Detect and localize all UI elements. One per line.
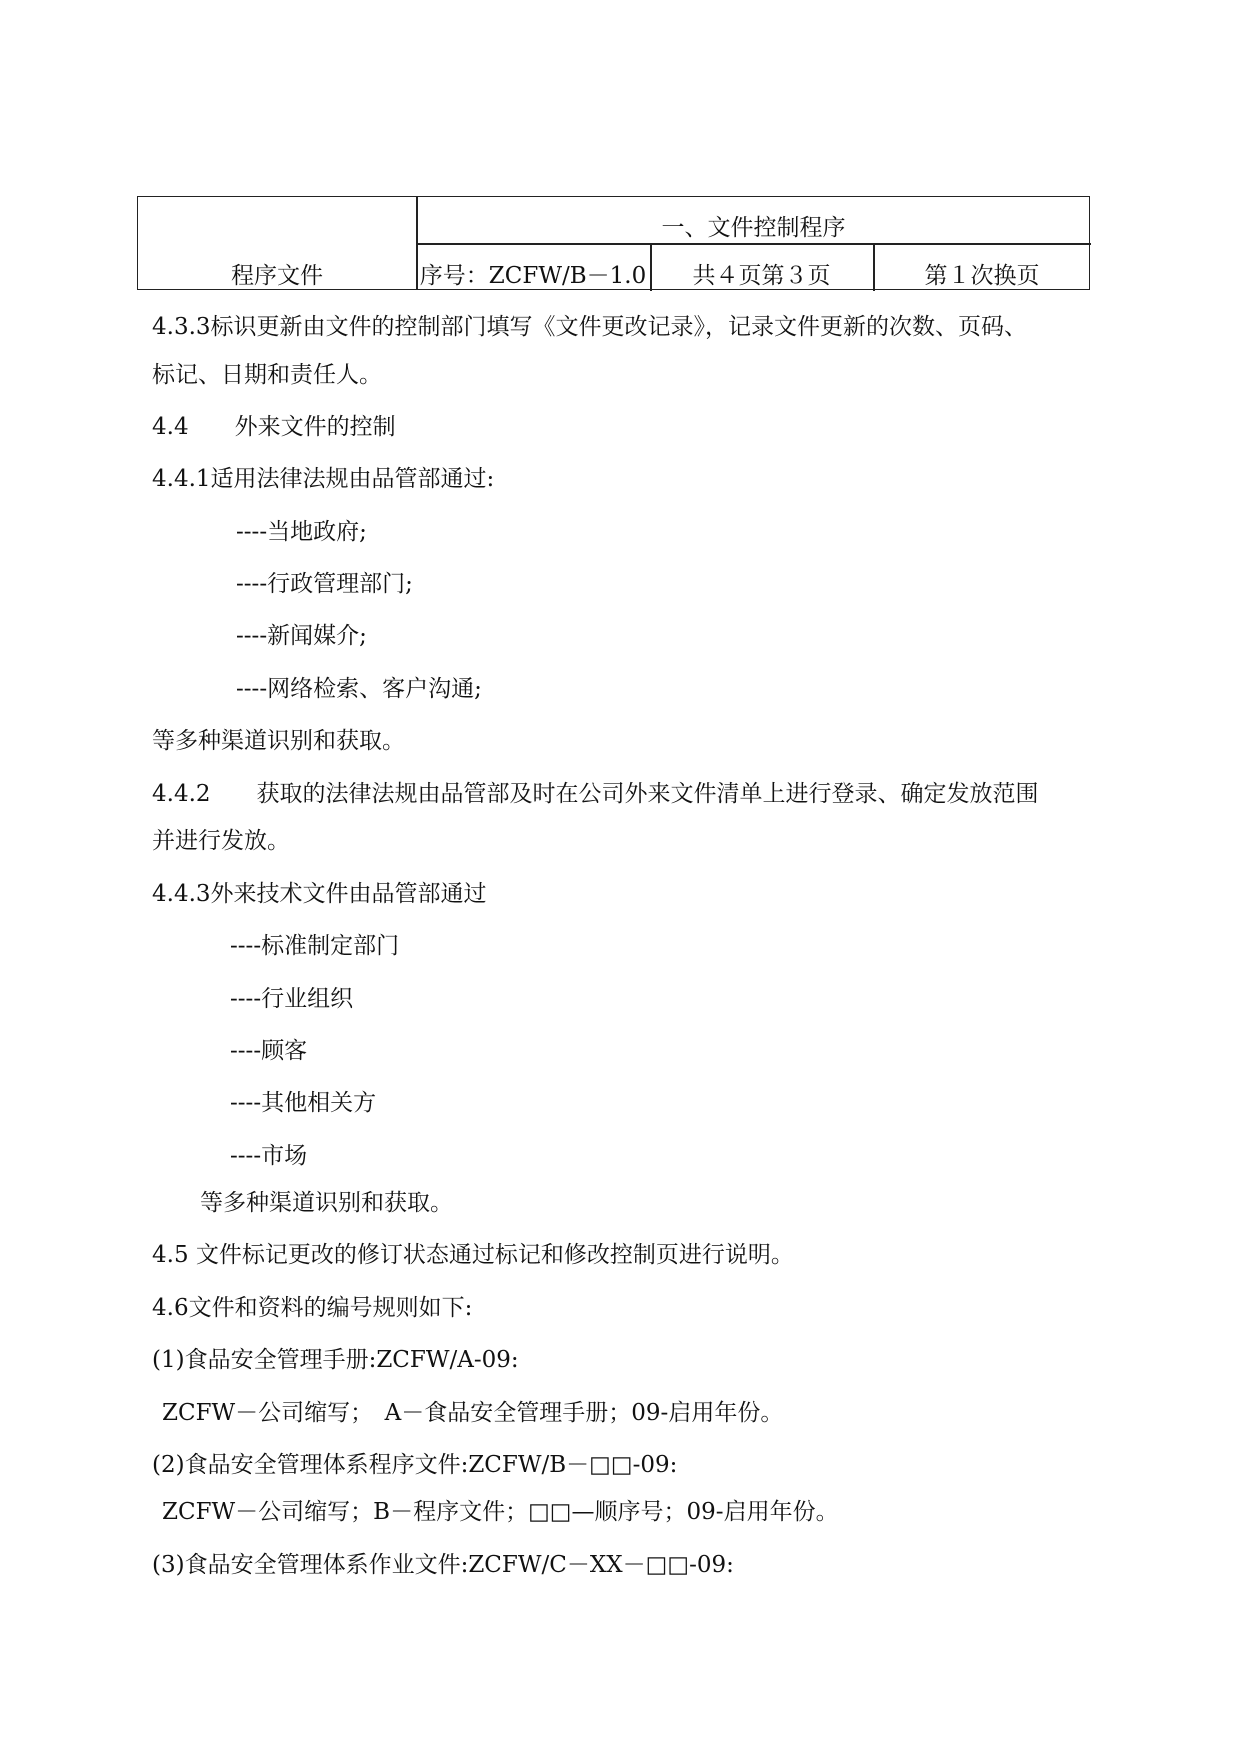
list-item: ----新闻媒介;: [236, 623, 367, 649]
body-line: ZCFW－公司缩写； A－食品安全管理手册；09-启用年份。: [162, 1400, 784, 1426]
list-item: ----顾客: [230, 1038, 308, 1064]
list-item: ----行业组织: [230, 986, 354, 1012]
body-line: ZCFW－公司缩写；B－程序文件；□□—顺序号；09-启用年份。: [162, 1499, 839, 1525]
document-title: 一、文件控制程序: [661, 215, 846, 241]
body-line: 4.4.2 获取的法律法规由品管部及时在公司外来文件清单上进行登录、确定发放范围: [152, 781, 1039, 807]
header-divider: [416, 243, 1091, 245]
section-heading: 4.4 外来文件的控制: [152, 414, 396, 440]
body-line: 4.6文件和资料的编号规则如下:: [152, 1295, 473, 1321]
body-line: 等多种渠道识别和获取。: [152, 728, 405, 754]
body-line: (2)食品安全管理体系程序文件:ZCFW/B－□□-09:: [152, 1452, 678, 1478]
body-line: 4.5 文件标记更改的修订状态通过标记和修改控制页进行说明。: [152, 1242, 794, 1268]
body-line: 4.4.3外来技术文件由品管部通过: [152, 881, 487, 907]
body-line: 4.3.3标识更新由文件的控制部门填写《文件更改记录》，记录文件更新的次数、页码、: [152, 314, 1028, 340]
body-line: 等多种渠道识别和获取。: [200, 1190, 453, 1216]
serial-number: 序号：ZCFW/B－1.0: [419, 263, 647, 289]
document-header-table: [137, 196, 1090, 290]
body-line: (3)食品安全管理体系作业文件:ZCFW/C－XX－□□-09:: [152, 1552, 734, 1578]
list-item: ----其他相关方: [230, 1090, 377, 1116]
revision-info: 第１次换页: [924, 263, 1040, 289]
doc-type-label: 程序文件: [231, 263, 323, 289]
list-item: ----市场: [230, 1143, 308, 1169]
list-item: ----行政管理部门;: [236, 571, 413, 597]
body-line: 并进行发放。: [152, 828, 290, 854]
list-item: ----网络检索、客户沟通;: [236, 676, 482, 702]
body-line: (1)食品安全管理手册:ZCFW/A-09:: [152, 1347, 519, 1373]
body-line: 标记、日期和责任人。: [152, 362, 382, 388]
list-item: ----标准制定部门: [230, 933, 400, 959]
page-count: 共４页第３页: [692, 263, 831, 289]
body-line: 4.4.1适用法律法规由品管部通过:: [152, 466, 495, 492]
list-item: ----当地政府;: [236, 519, 367, 545]
